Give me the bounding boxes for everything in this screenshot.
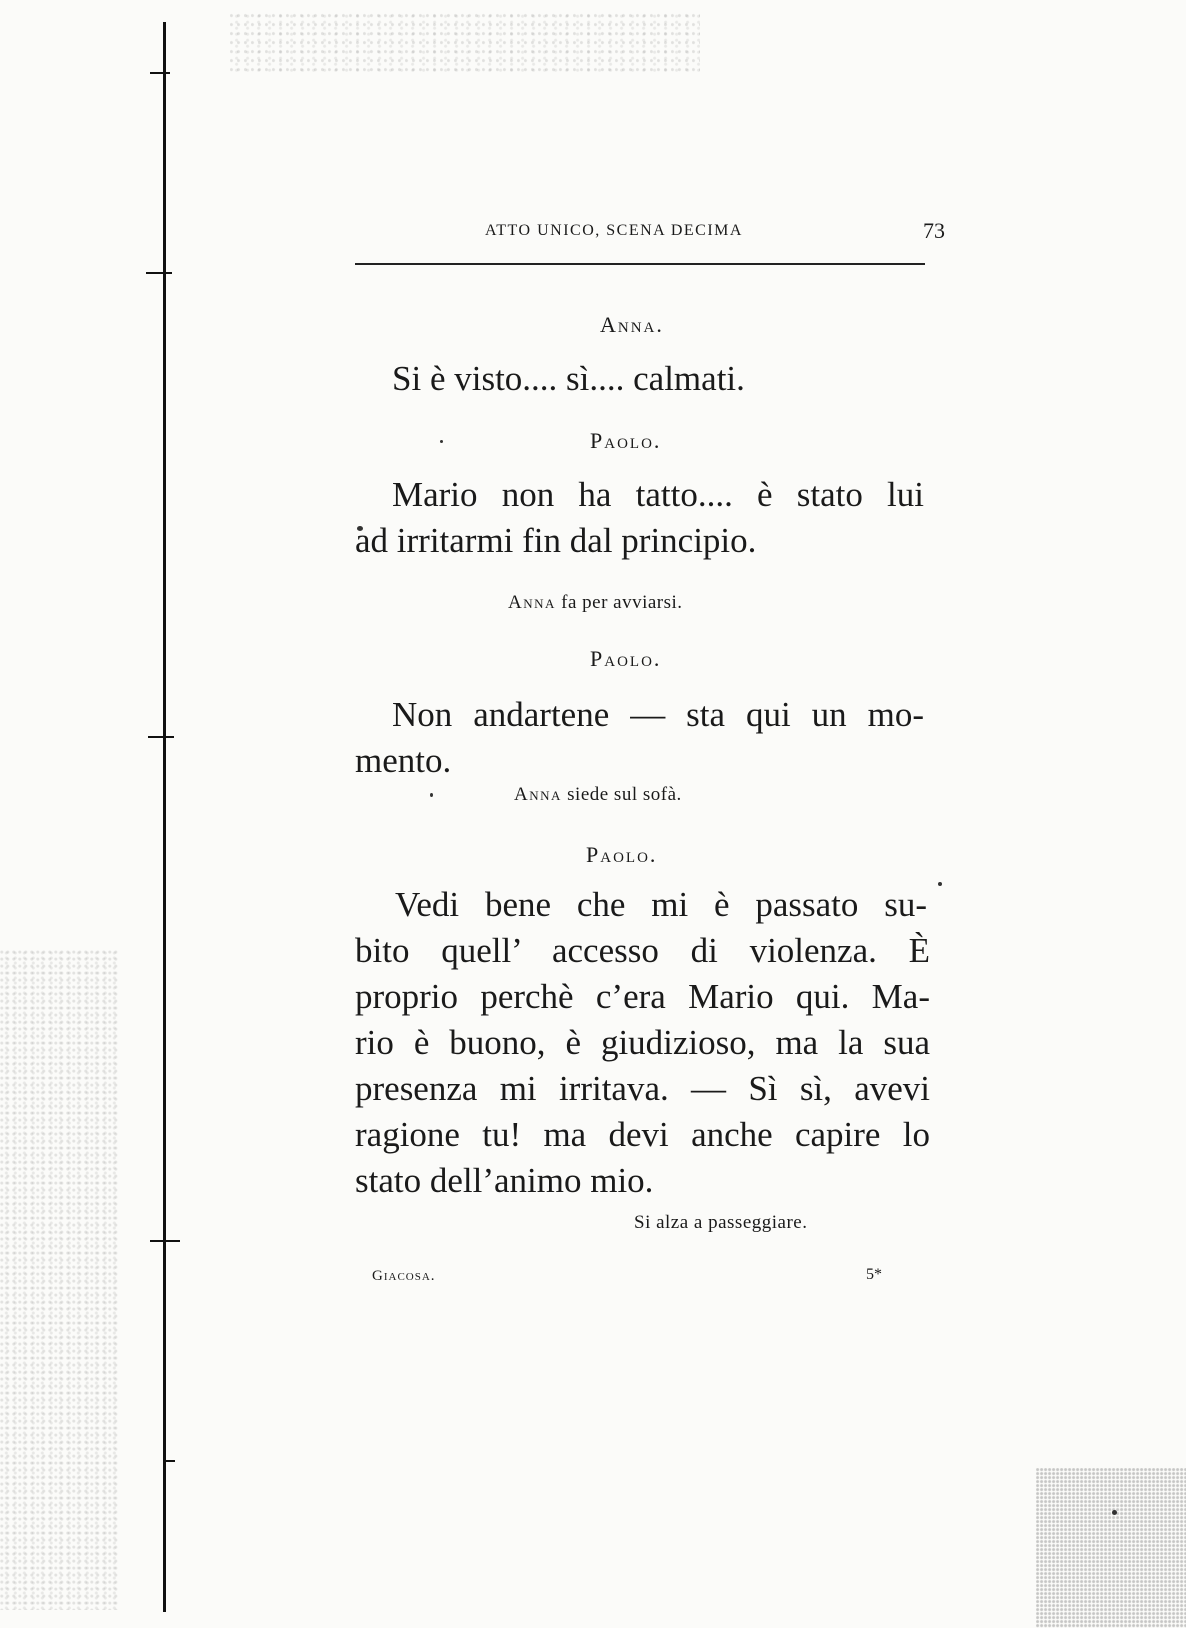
dialogue-line: proprio perchè c’era Mario qui. Ma- [355,977,930,1016]
dialogue-line: mento. [355,741,452,780]
scan-speck [440,440,443,443]
stage-direction: Si alza a passeggiare. [634,1212,808,1233]
dialogue-line: bito quell’ accesso di violenza. È [355,931,930,970]
gutter-tick [163,1460,175,1462]
speaker-name: Paolo. [586,842,658,867]
stage-direction [514,784,682,806]
signature-mark: Giacosa. [372,1268,436,1284]
direction-speaker: Anna [508,592,556,613]
dialogue-line: Mario non ha tatto.... è stato lui [392,475,924,514]
speaker-name: Paolo. [590,428,662,453]
scan-speck [1112,1510,1117,1515]
gutter-tick [150,1240,180,1242]
dialogue-line: ad irritarmi fin dal principio. [355,521,757,560]
dialogue-line: rio è buono, è giudizioso, ma la sua [355,1023,930,1062]
gutter-tick [148,736,174,738]
dialogue-line: Si è visto.... sì.... calmati. [392,359,745,398]
dialogue-line: ragione tu! ma devi anche capire lo [355,1115,930,1154]
scan-speck [938,882,942,886]
binding-gutter-line [163,22,166,1612]
dialogue-line: Vedi bene che mi è passato su- [395,885,927,924]
speaker-name: Paolo. [590,646,662,671]
gutter-tick [146,272,172,274]
page-number: 73 [923,218,945,243]
scan-noise-bottom-right [1036,1468,1186,1628]
scan-noise-top [230,12,700,72]
sheet-mark: 5* [866,1266,882,1283]
running-head [355,218,957,248]
gutter-tick [150,72,170,74]
direction-speaker: Anna [514,784,562,805]
dialogue-line: presenza mi irritava. — Sì sì, avevi [355,1069,930,1108]
scan-speck [430,793,433,797]
direction-text: siede sul sofà. [561,784,682,805]
speaker-name: Anna. [600,312,664,337]
header-rule [355,263,925,265]
dialogue-line: Non andartene — sta qui un mo- [392,695,924,734]
running-title: ATTO UNICO, SCENA DECIMA [485,222,743,239]
stage-direction [508,592,683,614]
direction-text: fa per avviarsi. [555,592,683,613]
dialogue-line: stato dell’animo mio. [355,1161,654,1200]
scan-noise-left [0,950,120,1610]
